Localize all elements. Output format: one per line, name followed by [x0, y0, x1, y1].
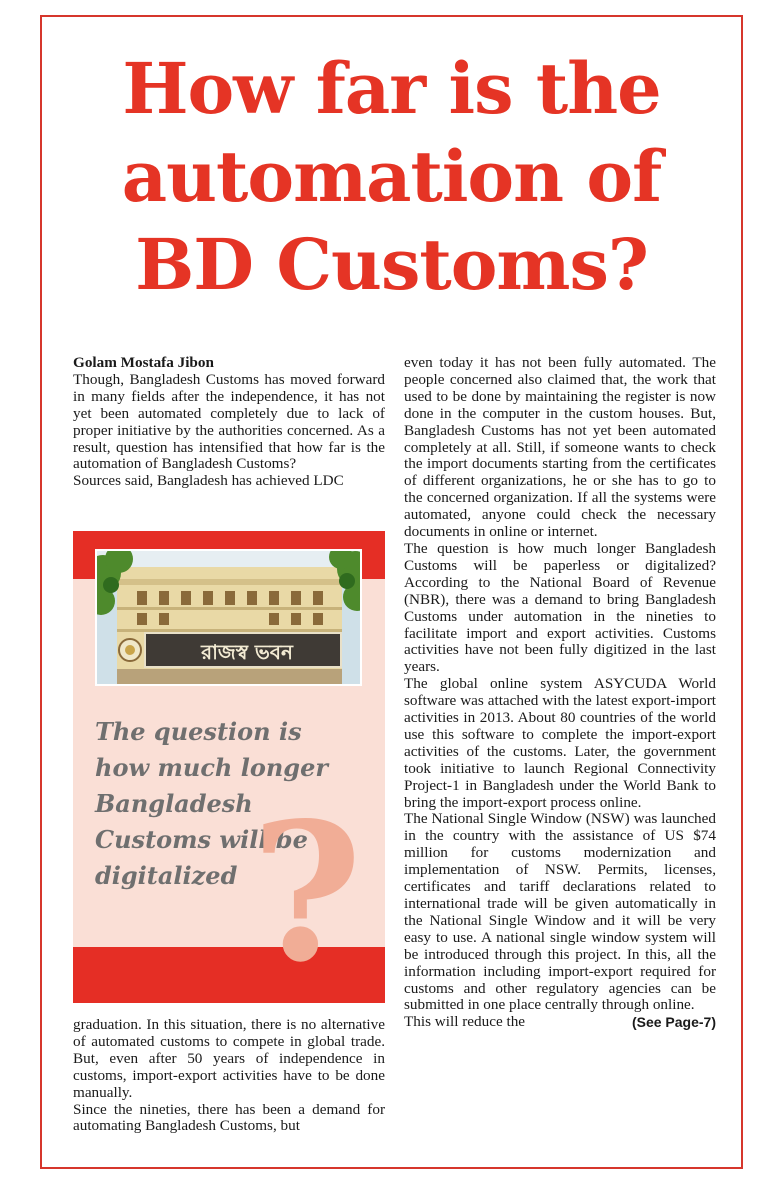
nbr-building-photo: [95, 549, 362, 686]
pull-quote-line: Customs will be: [95, 825, 308, 854]
pull-quote-line: how much longer: [95, 753, 329, 782]
headline-line-3: BD Customs?: [135, 223, 648, 306]
headline-line-2: automation of: [121, 135, 662, 218]
byline: Golam Mostafa Jibon: [73, 354, 214, 371]
paragraph: The global online system ASYCUDA World software was attached with the latest export-import activities in 2013. About 80 countries of the world use this software to complete the import-export activities of the customs. Later, the government took initiative to launch Regional Connectivity Project-1 in Bangladesh under the World Bank to bring the import-export process online.: [404, 675, 716, 811]
newspaper-page: [40, 15, 743, 1169]
question-mark-graphic: ?: [251, 781, 363, 1004]
pull-quote-line: The question is: [95, 717, 302, 746]
paragraph: Since the nineties, there has been a demand for automating Bangladesh Customs, but: [73, 1100, 385, 1135]
paragraph: Sources said, Bangladesh has achieved LDC: [73, 472, 344, 490]
paragraph-continued: [404, 1014, 716, 1031]
building-illustration: [97, 551, 360, 684]
column-2: [404, 355, 716, 1031]
feature-box: [73, 531, 385, 1003]
paragraph: Though, Bangladesh Customs has moved forward in many fields after the independence, it has not yet been automated completely due to lack of proper initiative by the authorities concerned. As a result, question has intensified that how far is the automation of Bangladesh Customs?: [73, 370, 385, 473]
pull-quote-line: digitalized: [95, 861, 238, 890]
column-1-bottom: [73, 1017, 385, 1135]
paragraph: The National Single Window (NSW) was launched in the country with the assistance of US $74 million for customs modernization and implementation of NSW. Permits, licenses, certificates and tariff declarations related to international trade will be given automatically in the National Single Window and it will be very easy to use. A national single window system will be introduced through this project. In this, all the information including import-export required for customs and other regulatory agencies can be submitted in one place centrally through online.: [404, 810, 716, 1014]
column-1-top: [73, 355, 385, 490]
continuation-text: This will reduce the: [404, 1013, 526, 1031]
paragraph: even today it has not been fully automated. The people concerned also claimed that, the work that used to be done by maintaining the register is now done in the computer in the custom houses. But, Bangladesh Customs has not yet been automated completely at all. Still, if someone wants to check the import documents starting from the certificates of different organizations, he or she has to go to the concerned organization. If all the systems were automated, anyone could check the necessary documents in online or internet.: [404, 354, 716, 541]
headline-line-1: How far is the: [122, 47, 661, 130]
paragraph: graduation. In this situation, there is no alternative of automated customs to compete in global trade. But, even after 50 years of independence in customs, import-export activities have to be done manually.: [73, 1016, 385, 1101]
pull-quote-line: Bangladesh: [95, 789, 253, 818]
paragraph: The question is how much longer Bangladesh Customs will be paperless or digitalized? According to the National Board of Revenue (NBR), there was a demand to bring Bangladesh Customs under automation in the nineties to facilitate import and export activities. Customs activities have not been fully digitized in the last years.: [404, 539, 716, 676]
building-sign-text: রাজস্ব ভবন: [201, 640, 293, 664]
see-page-link[interactable]: (See Page-7): [631, 1014, 716, 1031]
